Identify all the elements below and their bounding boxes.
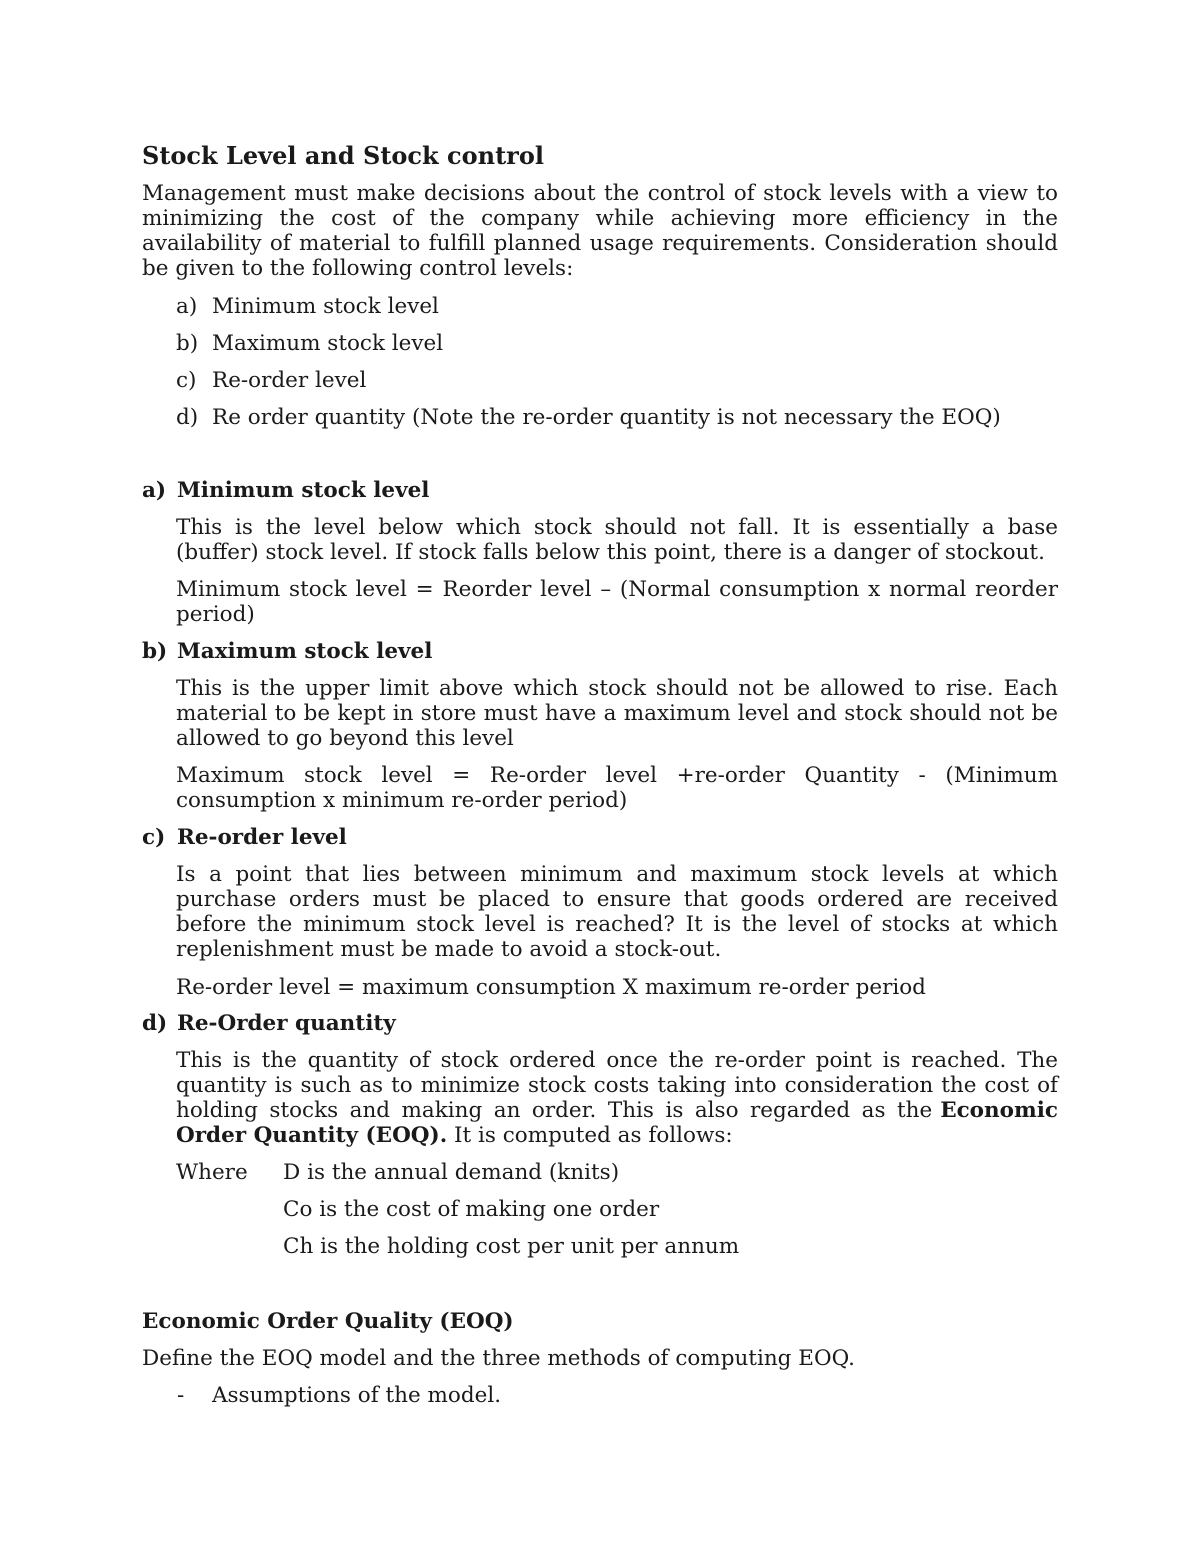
section-text: before the minimum stock level is reached? It is the level of stocks at which [176,912,1058,937]
section-label: a) [142,478,167,503]
list-item-label: a) [176,294,198,319]
section-label: c) [142,825,166,850]
definition-item: Ch is the holding cost per unit per annum [283,1234,740,1259]
section-text: allowed to go beyond this level [176,726,514,751]
intro-line: minimizing the cost of the company while achieving more efficiency in the [142,206,1058,231]
definition-item: D is the annual demand (knits) [283,1160,620,1185]
section-text: replenishment must be made to avoid a stock-out. [176,937,722,962]
section-text-line [176,1098,1058,1123]
definition-item: Co is the cost of making one order [283,1197,660,1222]
intro-line: availability of material to fulfill planned usage requirements. Consideration should [142,231,1058,256]
section-heading: Maximum stock level [177,639,433,664]
list-item: Maximum stock level [212,331,444,356]
formula: period) [176,602,255,627]
intro-line: be given to the following control levels: [142,256,574,281]
bold-term: Order Quantity (EOQ). [176,1123,448,1148]
bullet-item: Assumptions of the model. [212,1383,502,1408]
list-item-label: c) [176,368,197,393]
eoq-text: Define the EOQ model and the three methods of computing EOQ. [142,1346,855,1371]
section-heading: Re-Order quantity [177,1011,396,1036]
section-text: holding stocks and making an order. This is also regarded as the [176,1098,933,1123]
section-text: Is a point that lies between minimum and maximum stock levels at which [176,862,1058,887]
list-item: Re-order level [212,368,367,393]
section-text: This is the upper limit above which stock should not be allowed to rise. Each [176,676,1058,701]
section-text: This is the level below which stock should not fall. It is essentially a base [176,515,1058,540]
formula: consumption x minimum re-order period) [176,788,628,813]
list-item: Re order quantity (Note the re-order quantity is not necessary the EOQ) [212,405,1001,430]
formula: Re-order level = maximum consumption X maximum re-order period [176,975,926,1000]
intro-line: Management must make decisions about the control of stock levels with a view to [142,181,1058,206]
list-item-label: b) [176,331,199,356]
section-text: This is the quantity of stock ordered once the re-order point is reached. The [176,1048,1058,1073]
section-label: b) [142,639,168,664]
formula: Minimum stock level = Reorder level – (Normal consumption x normal reorder [176,577,1058,602]
section-text: (buffer) stock level. If stock falls below this point, there is a danger of stockout. [176,540,1045,565]
list-item: Minimum stock level [212,294,439,319]
section-text: material to be kept in store must have a maximum level and stock should not be [176,701,1058,726]
section-label: d) [142,1011,168,1036]
section-text: quantity is such as to minimize stock costs taking into consideration the cost of [176,1073,1058,1098]
bold-term: Economic [940,1098,1058,1123]
section-heading: Re-order level [177,825,347,850]
eoq-heading: Economic Order Quality (EOQ) [142,1309,514,1334]
bullet-mark: - [177,1383,185,1408]
list-item-label: d) [176,405,199,430]
page-title: Stock Level and Stock control [142,141,544,170]
section-heading: Minimum stock level [177,478,430,503]
section-text: purchase orders must be placed to ensure that goods ordered are received [176,887,1058,912]
formula: Maximum stock level = Re-order level +re-order Quantity - (Minimum [176,763,1058,788]
section-text-line [176,1123,1058,1148]
where-label: Where [176,1160,248,1185]
section-text: It is computed as follows: [447,1123,733,1148]
